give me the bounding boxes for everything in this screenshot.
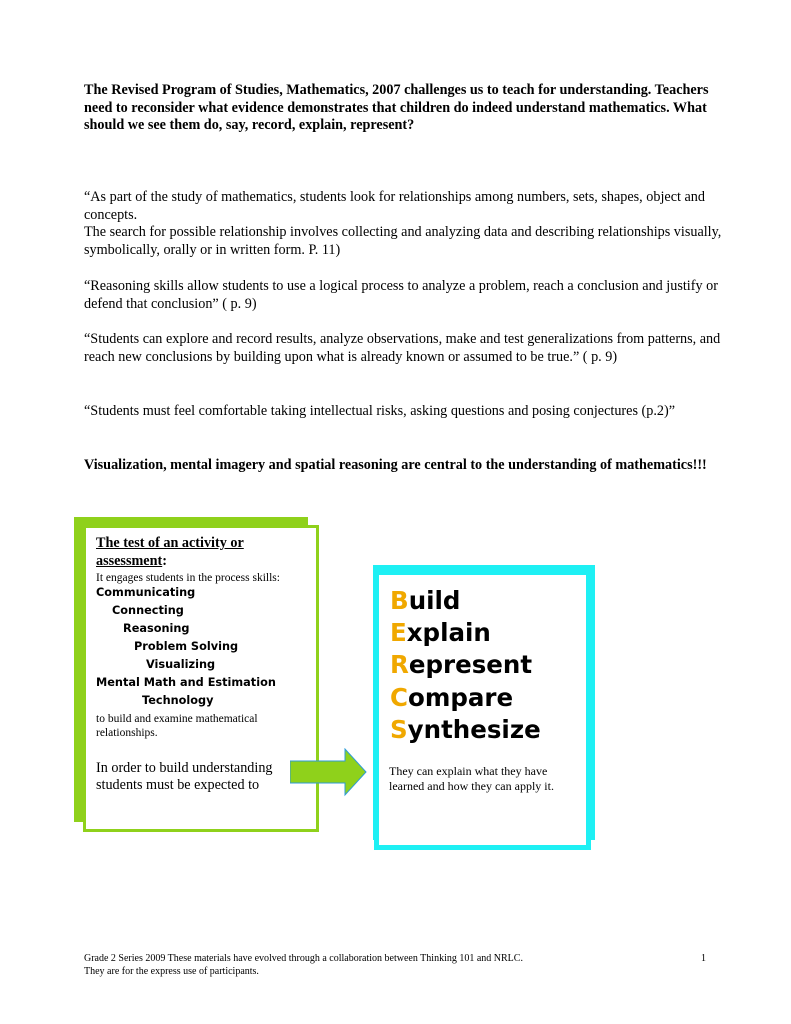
skill-reasoning: Reasoning xyxy=(123,622,190,635)
berc-rest-represent: epresent xyxy=(408,650,533,679)
berc-word-synthesize xyxy=(390,715,580,745)
berc-cap-c: C xyxy=(390,683,408,712)
they-can-text: They can explain what they have learned and how they can apply it. xyxy=(389,764,554,793)
quote-reasoning: “Reasoning skills allow students to use a logical process to analyze a problem, reach a conclusion and justify or defend that conclusion” ( p. 9) xyxy=(84,278,718,312)
footer-line-2: They are for the express use of participants. xyxy=(84,965,259,977)
quote-explore: “Students can explore and record results, analyze observations, make and test generalizations from patterns, and reach new conclusions by building upon what is already known or assumed to be true.” ( p. 9) xyxy=(84,331,721,365)
berc-rest-explain: xplain xyxy=(406,618,491,647)
skill-technology: Technology xyxy=(142,694,214,707)
to-build-text: to build and examine mathematical relationships. xyxy=(96,713,258,739)
quote-risks: “Students must feel comfortable taking intellectual risks, asking questions and posing conjectures (p.2)” xyxy=(84,403,676,419)
right-arrow-icon xyxy=(290,748,370,800)
berc-word-compare xyxy=(390,683,580,713)
test-heading-colon: : xyxy=(162,552,167,569)
test-box-heading xyxy=(96,535,296,570)
berc-rest-synthesize: ynthesize xyxy=(407,715,541,744)
intro-paragraph: The Revised Program of Studies, Mathematics, 2007 challenges us to teach for understanding. Teachers need to reconsider what evidence demonstrates that children do indeed understand mathematics. What should we see them do, say, record, explain, represent? xyxy=(84,82,709,133)
in-order-text: In order to build understanding students must be expected to xyxy=(96,760,273,793)
quote-relationships: “As part of the study of mathematics, students look for relationships among numbers, sets, shapes, object and concepts. xyxy=(84,189,705,223)
berc-rest-build: uild xyxy=(408,586,461,615)
skill-visualizing: Visualizing xyxy=(146,658,216,671)
berc-rest-compare: ompare xyxy=(407,683,514,712)
page-number: 1 xyxy=(701,953,706,964)
berc-cap-e: E xyxy=(390,618,407,647)
footer-line-1: Grade 2 Series 2009 These materials have evolved through a collaboration between Thinking 101 and NRLC. xyxy=(84,953,523,964)
berc-word-build xyxy=(390,586,580,616)
engages-text: It engages students in the process skills: xyxy=(96,572,280,584)
quote-search: The search for possible relationship involves collecting and analyzing data and describing relationships visually, symbolically, orally or in written form. P. 11) xyxy=(84,224,722,258)
skill-connecting: Connecting xyxy=(112,604,184,617)
skill-mental-math: Mental Math and Estimation xyxy=(96,676,276,689)
skill-communicating: Communicating xyxy=(96,586,196,599)
skill-problem-solving: Problem Solving xyxy=(134,640,239,653)
berc-word-explain xyxy=(390,618,580,648)
visualization-statement: Visualization, mental imagery and spatial reasoning are central to the understanding of mathematics!!! xyxy=(84,457,707,473)
berc-cap-s: S xyxy=(390,715,408,744)
test-heading-text: The test of an activity or assessment xyxy=(96,535,244,569)
berc-word-represent xyxy=(390,650,580,680)
berc-cap-r: R xyxy=(390,650,409,679)
berc-cap-b: B xyxy=(390,586,409,615)
footer xyxy=(84,953,684,978)
